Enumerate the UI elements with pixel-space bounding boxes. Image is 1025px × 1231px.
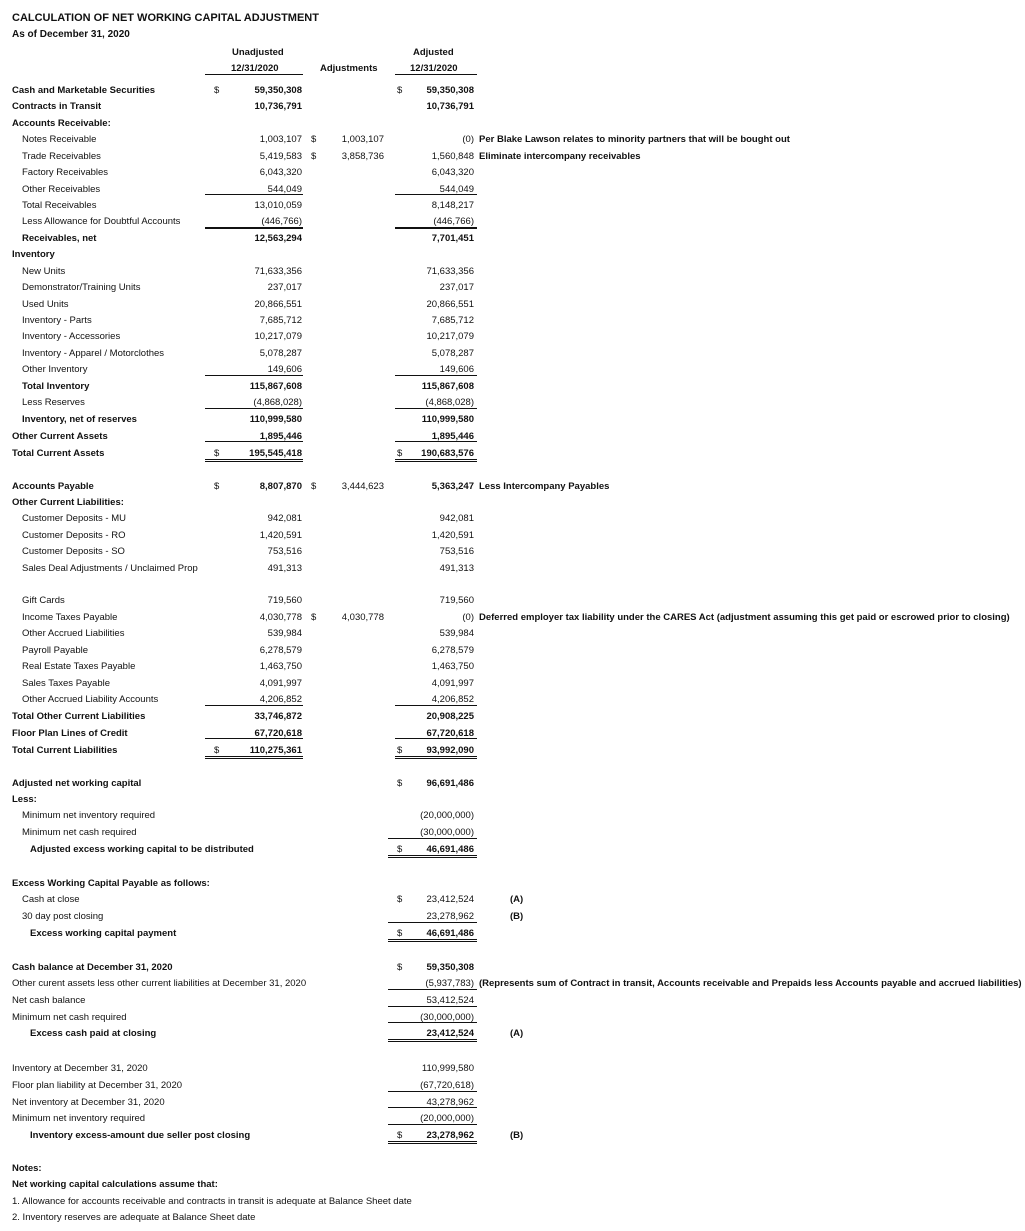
adjusted-value: 6,278,579 [431, 645, 474, 656]
adjusted-value: 96,691,486 [426, 778, 474, 789]
unadjusted-value: 195,545,418 [249, 448, 302, 459]
header-unadjusted: Unadjusted [232, 47, 284, 58]
adjusted-value: 23,278,962 [426, 1130, 474, 1141]
unadjusted-value: 1,895,446 [259, 431, 302, 442]
row-label: Income Taxes Payable [22, 612, 118, 623]
unadjusted-value: 942,081 [267, 513, 302, 524]
adjusted-value: 110,999,580 [421, 414, 474, 425]
dollar-sign: $ [397, 1130, 403, 1141]
dollar-sign: $ [397, 448, 403, 459]
row-label: Notes Receivable [22, 134, 97, 145]
row-label: Excess working capital payment [30, 928, 177, 939]
unadjusted-value: 110,999,580 [249, 414, 302, 425]
dollar-sign: $ [311, 612, 317, 623]
unadjusted-value: 59,350,308 [254, 85, 302, 96]
unadjusted-value: 4,030,778 [259, 612, 302, 623]
row-label: Total Current Liabilities [12, 745, 118, 756]
row-note: Less Intercompany Payables [479, 481, 610, 492]
adjusted-value: (20,000,000) [420, 810, 474, 821]
adjusted-value: 7,701,451 [431, 233, 474, 244]
adjusted-value: 23,412,524 [426, 894, 474, 905]
adjusted-value: 8,148,217 [431, 200, 474, 211]
unadjusted-value: 1,420,591 [259, 530, 302, 541]
unadjusted-value: (4,868,028) [253, 397, 302, 408]
adjusted-value: 20,908,225 [426, 711, 474, 722]
adjusted-value: 544,049 [439, 184, 474, 195]
row-label: Minimum net inventory required [12, 1113, 146, 1124]
adjusted-value: 719,560 [439, 595, 474, 606]
row-label: Excess Working Capital Payable as follows: [12, 878, 210, 889]
row-label: Receivables, net [22, 233, 97, 244]
row-label: Other Accrued Liability Accounts [22, 694, 159, 705]
dollar-sign: $ [397, 894, 403, 905]
unadjusted-value: 149,606 [267, 364, 302, 375]
dollar-sign: $ [214, 85, 220, 96]
row-label: New Units [22, 266, 66, 277]
unadjusted-value: 237,017 [267, 282, 302, 293]
row-label: Minimum net cash required [22, 827, 137, 838]
unadjusted-value: 539,984 [267, 628, 302, 639]
row-label: Factory Receivables [22, 167, 109, 178]
header-underline-adjusted [395, 74, 477, 75]
page-title: CALCULATION OF NET WORKING CAPITAL ADJUSTMENT [12, 12, 319, 24]
row-label: Customer Deposits - RO [22, 530, 126, 541]
adjusted-value: 4,206,852 [431, 694, 474, 705]
row-label: Other Current Liabilities: [12, 497, 124, 508]
unadjusted-value: 4,206,852 [259, 694, 302, 705]
row-label: Total Other Current Liabilities [12, 711, 146, 722]
header-adjustments: Adjustments [320, 63, 378, 74]
adjusted-value: (4,868,028) [425, 397, 474, 408]
adjustment-value: 1,003,107 [341, 134, 384, 145]
dollar-sign: $ [397, 962, 403, 973]
header-adjusted-date: 12/31/2020 [410, 63, 458, 74]
notes-subheading: Net working capital calculations assume that: [12, 1179, 218, 1190]
dollar-sign: $ [214, 481, 220, 492]
unadjusted-value: 115,867,608 [249, 381, 302, 392]
row-label: Demonstrator/Training Units [22, 282, 141, 293]
row-label: Inventory - Parts [22, 315, 92, 326]
row-label: Cash at close [22, 894, 80, 905]
unadjusted-value: 6,278,579 [259, 645, 302, 656]
adjusted-value: 46,691,486 [426, 928, 474, 939]
row-label: Total Inventory [22, 381, 90, 392]
unadjusted-value: 491,313 [267, 563, 302, 574]
row-reference: (B) [510, 1130, 524, 1141]
unadjusted-value: 67,720,618 [254, 728, 302, 739]
dollar-sign: $ [311, 134, 317, 145]
adjusted-value: 1,895,446 [431, 431, 474, 442]
adjusted-value: 20,866,551 [426, 299, 474, 310]
page-subtitle: As of December 31, 2020 [12, 29, 130, 40]
row-label: Inventory, net of reserves [22, 414, 137, 425]
unadjusted-value: 5,419,583 [259, 151, 302, 162]
row-label: Gift Cards [22, 595, 65, 606]
row-label: Inventory - Apparel / Motorclothes [22, 348, 165, 359]
adjusted-value: (20,000,000) [420, 1113, 474, 1124]
unadjusted-value: 71,633,356 [254, 266, 302, 277]
adjusted-value: (0) [462, 612, 474, 623]
row-label: Excess cash paid at closing [30, 1028, 157, 1039]
adjusted-value: 110,999,580 [421, 1063, 474, 1074]
header-unadjusted-date: 12/31/2020 [231, 63, 279, 74]
row-label: Used Units [22, 299, 69, 310]
adjusted-value: 942,081 [439, 513, 474, 524]
row-label: Floor plan liability at December 31, 2020 [12, 1080, 183, 1091]
unadjusted-value: 8,807,870 [259, 481, 302, 492]
row-label: Other Accrued Liabilities [22, 628, 125, 639]
row-label: Total Receivables [22, 200, 97, 211]
row-label: Other Inventory [22, 364, 88, 375]
row-label: Other Current Assets [12, 431, 108, 442]
row-label: Net cash balance [12, 995, 86, 1006]
adjusted-value: 1,560,848 [431, 151, 474, 162]
unadjusted-value: 1,463,750 [259, 661, 302, 672]
row-note: Deferred employer tax liability under the CARES Act (adjustment assuming this get paid or escrowed prior to closing) [479, 612, 1010, 623]
row-note: Per Blake Lawson relates to minority partners that will be bought out [479, 134, 790, 145]
row-label: Payroll Payable [22, 645, 89, 656]
row-label: Less Allowance for Doubtful Accounts [22, 216, 181, 227]
row-label: Floor Plan Lines of Credit [12, 728, 128, 739]
row-note: Eliminate intercompany receivables [479, 151, 641, 162]
adjusted-value: (30,000,000) [420, 1012, 474, 1023]
row-label: Adjusted excess working capital to be distributed [30, 844, 254, 855]
row-label: Net inventory at December 31, 2020 [12, 1097, 165, 1108]
unadjusted-value: 10,736,791 [254, 101, 302, 112]
adjusted-value: 71,633,356 [426, 266, 474, 277]
row-label: Inventory at December 31, 2020 [12, 1063, 148, 1074]
row-label: Inventory - Accessories [22, 331, 121, 342]
row-label: Real Estate Taxes Payable [22, 661, 136, 672]
adjustment-value: 3,858,736 [341, 151, 384, 162]
adjusted-value: 4,091,997 [431, 678, 474, 689]
row-reference: (B) [510, 911, 524, 922]
adjusted-value: 7,685,712 [431, 315, 474, 326]
row-note: (Represents sum of Contract in transit, Accounts receivable and Prepaids less Accounts payable and accrued liabilities) [479, 978, 1022, 989]
adjusted-value: 6,043,320 [431, 167, 474, 178]
unadjusted-value: (446,766) [261, 216, 302, 227]
row-label: Adjusted net working capital [12, 778, 142, 789]
adjusted-value: 53,412,524 [426, 995, 474, 1006]
adjusted-value: 10,736,791 [426, 101, 474, 112]
notes-heading: Notes: [12, 1163, 42, 1174]
note-item-1: 1. Allowance for accounts receivable and contracts in transit is adequate at Balance Sheet date [12, 1196, 412, 1207]
adjusted-value: 93,992,090 [426, 745, 474, 756]
row-label: Contracts in Transit [12, 101, 102, 112]
row-label: Customer Deposits - MU [22, 513, 126, 524]
header-adjusted: Adjusted [413, 47, 454, 58]
dollar-sign: $ [214, 745, 220, 756]
unadjusted-value: 7,685,712 [259, 315, 302, 326]
row-label: Cash and Marketable Securities [12, 85, 156, 96]
adjusted-value: 5,363,247 [431, 481, 474, 492]
unadjusted-value: 12,563,294 [254, 233, 302, 244]
adjusted-value: 23,412,524 [426, 1028, 474, 1039]
dollar-sign: $ [397, 928, 403, 939]
adjusted-value: 59,350,308 [426, 962, 474, 973]
unadjusted-value: 1,003,107 [259, 134, 302, 145]
unadjusted-value: 544,049 [267, 184, 302, 195]
adjusted-value: 43,278,962 [426, 1097, 474, 1108]
dollar-sign: $ [311, 151, 317, 162]
row-label: Less: [12, 794, 37, 805]
unadjusted-value: 719,560 [267, 595, 302, 606]
adjustment-value: 4,030,778 [341, 612, 384, 623]
row-label: Trade Receivables [22, 151, 101, 162]
unadjusted-value: 110,275,361 [249, 745, 302, 756]
row-label: Accounts Payable [12, 481, 94, 492]
unadjusted-value: 20,866,551 [254, 299, 302, 310]
adjusted-value: 539,984 [439, 628, 474, 639]
unadjusted-value: 4,091,997 [259, 678, 302, 689]
row-reference: (A) [510, 894, 524, 905]
row-label: Other Receivables [22, 184, 101, 195]
dollar-sign: $ [397, 85, 403, 96]
row-label: Inventory [12, 249, 55, 260]
dollar-sign: $ [214, 448, 220, 459]
row-label: Accounts Receivable: [12, 118, 111, 129]
adjusted-value: (0) [462, 134, 474, 145]
dollar-sign: $ [397, 778, 403, 789]
adjusted-value: 67,720,618 [426, 728, 474, 739]
unadjusted-value: 33,746,872 [254, 711, 302, 722]
unadjusted-value: 13,010,059 [254, 200, 302, 211]
adjusted-value: (67,720,618) [420, 1080, 474, 1091]
row-label: Total Current Assets [12, 448, 105, 459]
row-label: 30 day post closing [22, 911, 104, 922]
header-underline-unadjusted [205, 74, 303, 75]
row-label: Less Reserves [22, 397, 85, 408]
adjusted-value: 491,313 [439, 563, 474, 574]
row-label: Cash balance at December 31, 2020 [12, 962, 173, 973]
adjusted-value: 1,463,750 [431, 661, 474, 672]
row-label: Other curent assets less other current liabilities at December 31, 2020 [12, 978, 307, 989]
adjusted-value: 23,278,962 [426, 911, 474, 922]
adjusted-value: (30,000,000) [420, 827, 474, 838]
unadjusted-value: 753,516 [267, 546, 302, 557]
row-label: Sales Taxes Payable [22, 678, 111, 689]
adjusted-value: (446,766) [433, 216, 474, 227]
adjusted-value: 5,078,287 [431, 348, 474, 359]
unadjusted-value: 10,217,079 [254, 331, 302, 342]
row-label: Inventory excess-amount due seller post closing [30, 1130, 251, 1141]
row-label: Minimum net inventory required [22, 810, 156, 821]
adjusted-value: 1,420,591 [431, 530, 474, 541]
adjusted-value: 149,606 [439, 364, 474, 375]
unadjusted-value: 6,043,320 [259, 167, 302, 178]
row-label: Customer Deposits - SO [22, 546, 125, 557]
dollar-sign: $ [397, 844, 403, 855]
dollar-sign: $ [397, 745, 403, 756]
row-reference: (A) [510, 1028, 524, 1039]
adjusted-value: 190,683,576 [421, 448, 474, 459]
adjusted-value: 59,350,308 [426, 85, 474, 96]
row-label: Minimum net cash required [12, 1012, 127, 1023]
dollar-sign: $ [311, 481, 317, 492]
adjusted-value: 115,867,608 [421, 381, 474, 392]
unadjusted-value: 5,078,287 [259, 348, 302, 359]
adjusted-value: 46,691,486 [426, 844, 474, 855]
adjusted-value: 10,217,079 [426, 331, 474, 342]
adjusted-value: 237,017 [439, 282, 474, 293]
note-item-2: 2. Inventory reserves are adequate at Balance Sheet date [12, 1212, 256, 1223]
adjusted-value: (5,937,783) [425, 978, 474, 989]
adjustment-value: 3,444,623 [341, 481, 384, 492]
adjusted-value: 753,516 [439, 546, 474, 557]
row-label: Sales Deal Adjustments / Unclaimed Prop [22, 563, 198, 574]
